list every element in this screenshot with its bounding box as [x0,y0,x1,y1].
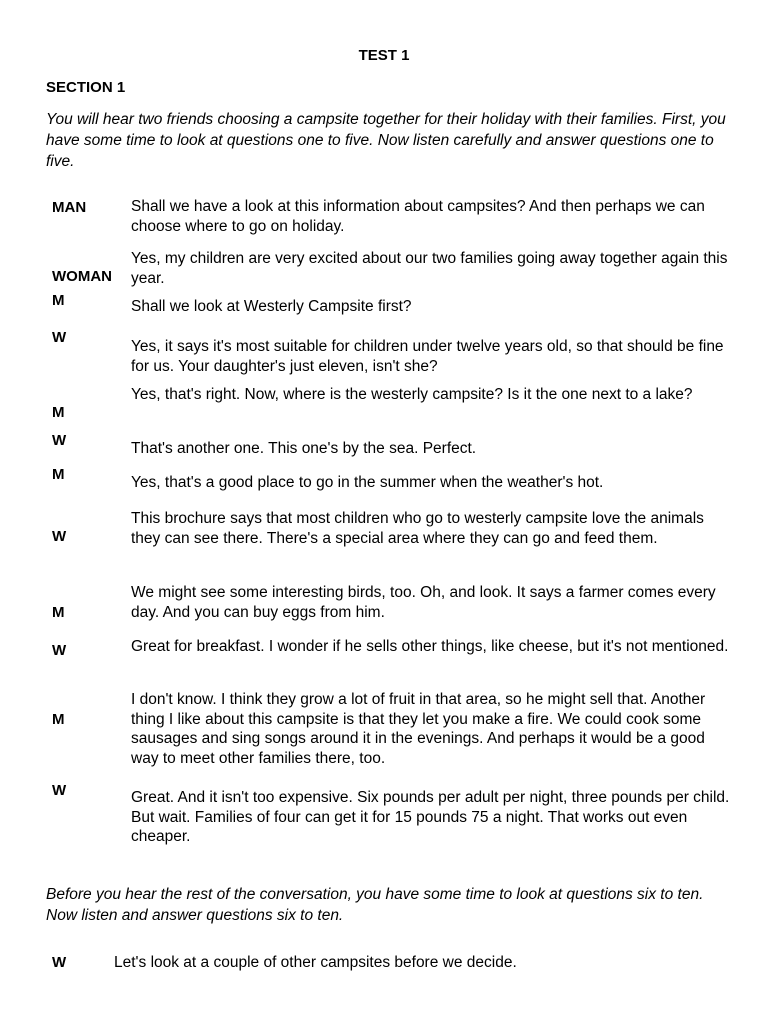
speaker-label: M [52,604,65,621]
speech-text: That's another one. This one's by the sea. Perfect. [131,440,477,457]
dialogue-turn [52,507,732,581]
dialogue-turn [52,635,732,689]
speaker-label: W [52,528,67,545]
dialogue-turn [52,197,732,249]
speech-text: Shall we look at Westerly Campsite first? [131,298,412,315]
speech-text: Yes, that's a good place to go in the summer when the weather's hot. [131,474,604,491]
speech-text: Yes, that's right. Now, where is the westerly campsite? Is it the one next to a lake? [131,386,693,403]
dialogue-transcript [52,197,732,845]
dialogue-turn [52,954,699,972]
speech-text: We might see some interesting birds, too. Oh, and look. It says a farmer comes every day. And you can buy eggs from him. [131,584,716,621]
interlude-instructions: Before you hear the rest of the conversation, you have some time to look at questions six to ten. Now listen and answer questions six to ten. [46,886,704,924]
speaker-label: M [52,466,65,483]
dialogue-turn [52,689,732,781]
dialogue-turn [52,781,732,845]
speaker-label: W [52,642,67,659]
speech-text: I don't know. I think they grow a lot of fruit in that area, so he might sell that. Another thing I like about this campsite is that they let you make a fire. We could cook some sausages and sing songs around it in the evenings. And perhaps it would be a good way to meet other families there, too. [131,691,706,767]
speech-text: Let's look at a couple of other campsites before we decide. [114,954,517,971]
speaker-label: W [52,432,67,449]
speaker-label: M [52,711,65,728]
dialogue-turn [52,432,732,471]
section-heading: SECTION 1 [46,79,126,96]
speech-text: Yes, it says it's most suitable for children under twelve years old, so that should be fine for us. Your daughter's just eleven, isn't she? [131,338,724,375]
speaker-label: W [52,329,67,346]
speech-text: Great for breakfast. I wonder if he sells other things, like cheese, but it's not mentioned. [131,638,729,655]
speaker-label: M [52,404,65,421]
speaker-label: MAN [52,199,87,216]
dialogue-turn [52,466,732,507]
page-title: TEST 1 [358,47,410,64]
dialogue-turn [52,249,732,295]
speaker-label: M [52,292,65,309]
speech-text: Shall we have a look at this information about campsites? And then perhaps we can choose where to go on holiday. [131,198,705,235]
speech-text: This brochure says that most children who go to westerly campsite love the animals they can see there. There's a special area where they can go and feed them. [131,510,704,547]
speech-text: Yes, my children are very excited about our two families going away together again this year. [131,250,728,287]
dialogue-turn [52,331,732,385]
speaker-label: W [52,782,67,799]
dialogue-turn [52,292,732,331]
speaker-label: WOMAN [52,268,112,285]
speaker-label: W [52,954,67,971]
dialogue-turn [52,581,732,635]
intro-instructions: You will hear two friends choosing a campsite together for their holiday with their families. First, you have some time to look at questions one to five. Now listen carefully and answer questions one to five. [46,111,726,170]
dialogue-turn [52,385,732,437]
speech-text: Great. And it isn't too expensive. Six pounds per adult per night, three pounds per child. But wait. Families of four can get it for 15 pounds 75 a night. That works out even cheaper. [131,789,730,845]
